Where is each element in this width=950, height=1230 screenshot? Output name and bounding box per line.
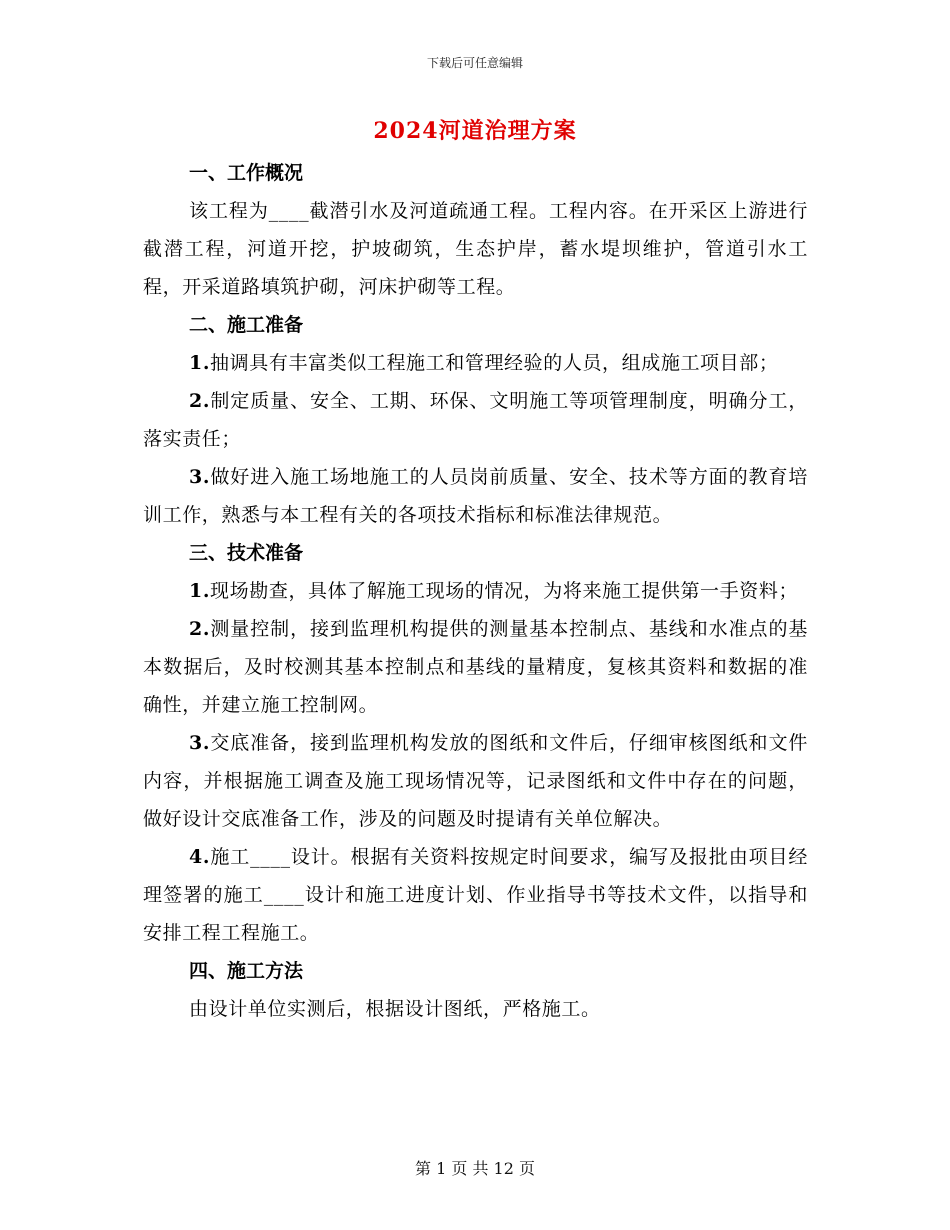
item-text: 测量控制，接到监理机构提供的测量基本控制点、基线和水准点的基本数据后，及时校测其基本控制点和基线的量精度，复核其资料和数据的准确性，并建立施工控制网。 [143, 618, 808, 716]
list-item-construction-prep-3 [143, 458, 808, 534]
item-text: 现场勘查，具体了解施工现场的情况，为将来施工提供第一手资料； [210, 580, 799, 602]
item-number: 2. [189, 390, 211, 412]
item-number: 1. [189, 580, 211, 602]
paragraph-overview: 该工程为____截潜引水及河道疏通工程。工程内容。在开采区上游进行截潜工程，河道开挖，护坡砌筑，生态护岸，蓄水堤坝维护，管道引水工程，开采道路填筑护砌，河床护砌等工程。 [143, 200, 808, 298]
item-text: 施工____设计。根据有关资料按规定时间要求，编写及报批由项目经理签署的施工____设计和施工进度计划、作业指导书等技术文件，以指导和安排工程工程施工。 [143, 846, 808, 944]
item-text: 做好进入施工场地施工的人员岗前质量、安全、技术等方面的教育培训工作，熟悉与本工程有关的各项技术指标和标准法律规范。 [143, 466, 808, 526]
item-number: 3. [189, 466, 211, 488]
item-number: 2. [189, 618, 211, 640]
section-heading-construction-prep: 二、施工准备 [189, 314, 304, 336]
list-item-technical-prep-4 [143, 838, 808, 952]
section-heading-technical-prep: 三、技术准备 [189, 542, 304, 564]
list-item-technical-prep-1 [143, 572, 808, 610]
section-heading-construction-method: 四、施工方法 [189, 960, 304, 982]
paragraph-construction-method: 由设计单位实测后，根据设计图纸，严格施工。 [189, 998, 601, 1020]
page-footer-page-number: 第 1 页 共 12 页 [415, 1159, 535, 1178]
item-number: 1. [189, 352, 211, 374]
item-number: 4. [189, 846, 211, 868]
section-heading-overview: 一、工作概况 [189, 162, 304, 184]
document-title: 2024河道治理方案 [373, 118, 577, 144]
item-text: 交底准备，接到监理机构发放的图纸和文件后，仔细审核图纸和文件内容，并根据施工调查及施工现场情况等，记录图纸和文件中存在的问题，做好设计交底准备工作，涉及的问题及时提请有关单位解决。 [143, 732, 808, 830]
page-header-note: 下载后可任意编辑 [426, 56, 523, 70]
item-number: 3. [189, 732, 211, 754]
item-text: 抽调具有丰富类似工程施工和管理经验的人员，组成施工项目部； [210, 352, 779, 374]
list-item-technical-prep-2 [143, 610, 808, 724]
list-item-construction-prep-1 [143, 344, 808, 382]
document-body [143, 154, 808, 1028]
list-item-technical-prep-3 [143, 724, 808, 838]
list-item-construction-prep-2 [143, 382, 808, 458]
item-text: 制定质量、安全、工期、环保、文明施工等项管理制度，明确分工，落实责任； [143, 390, 808, 450]
